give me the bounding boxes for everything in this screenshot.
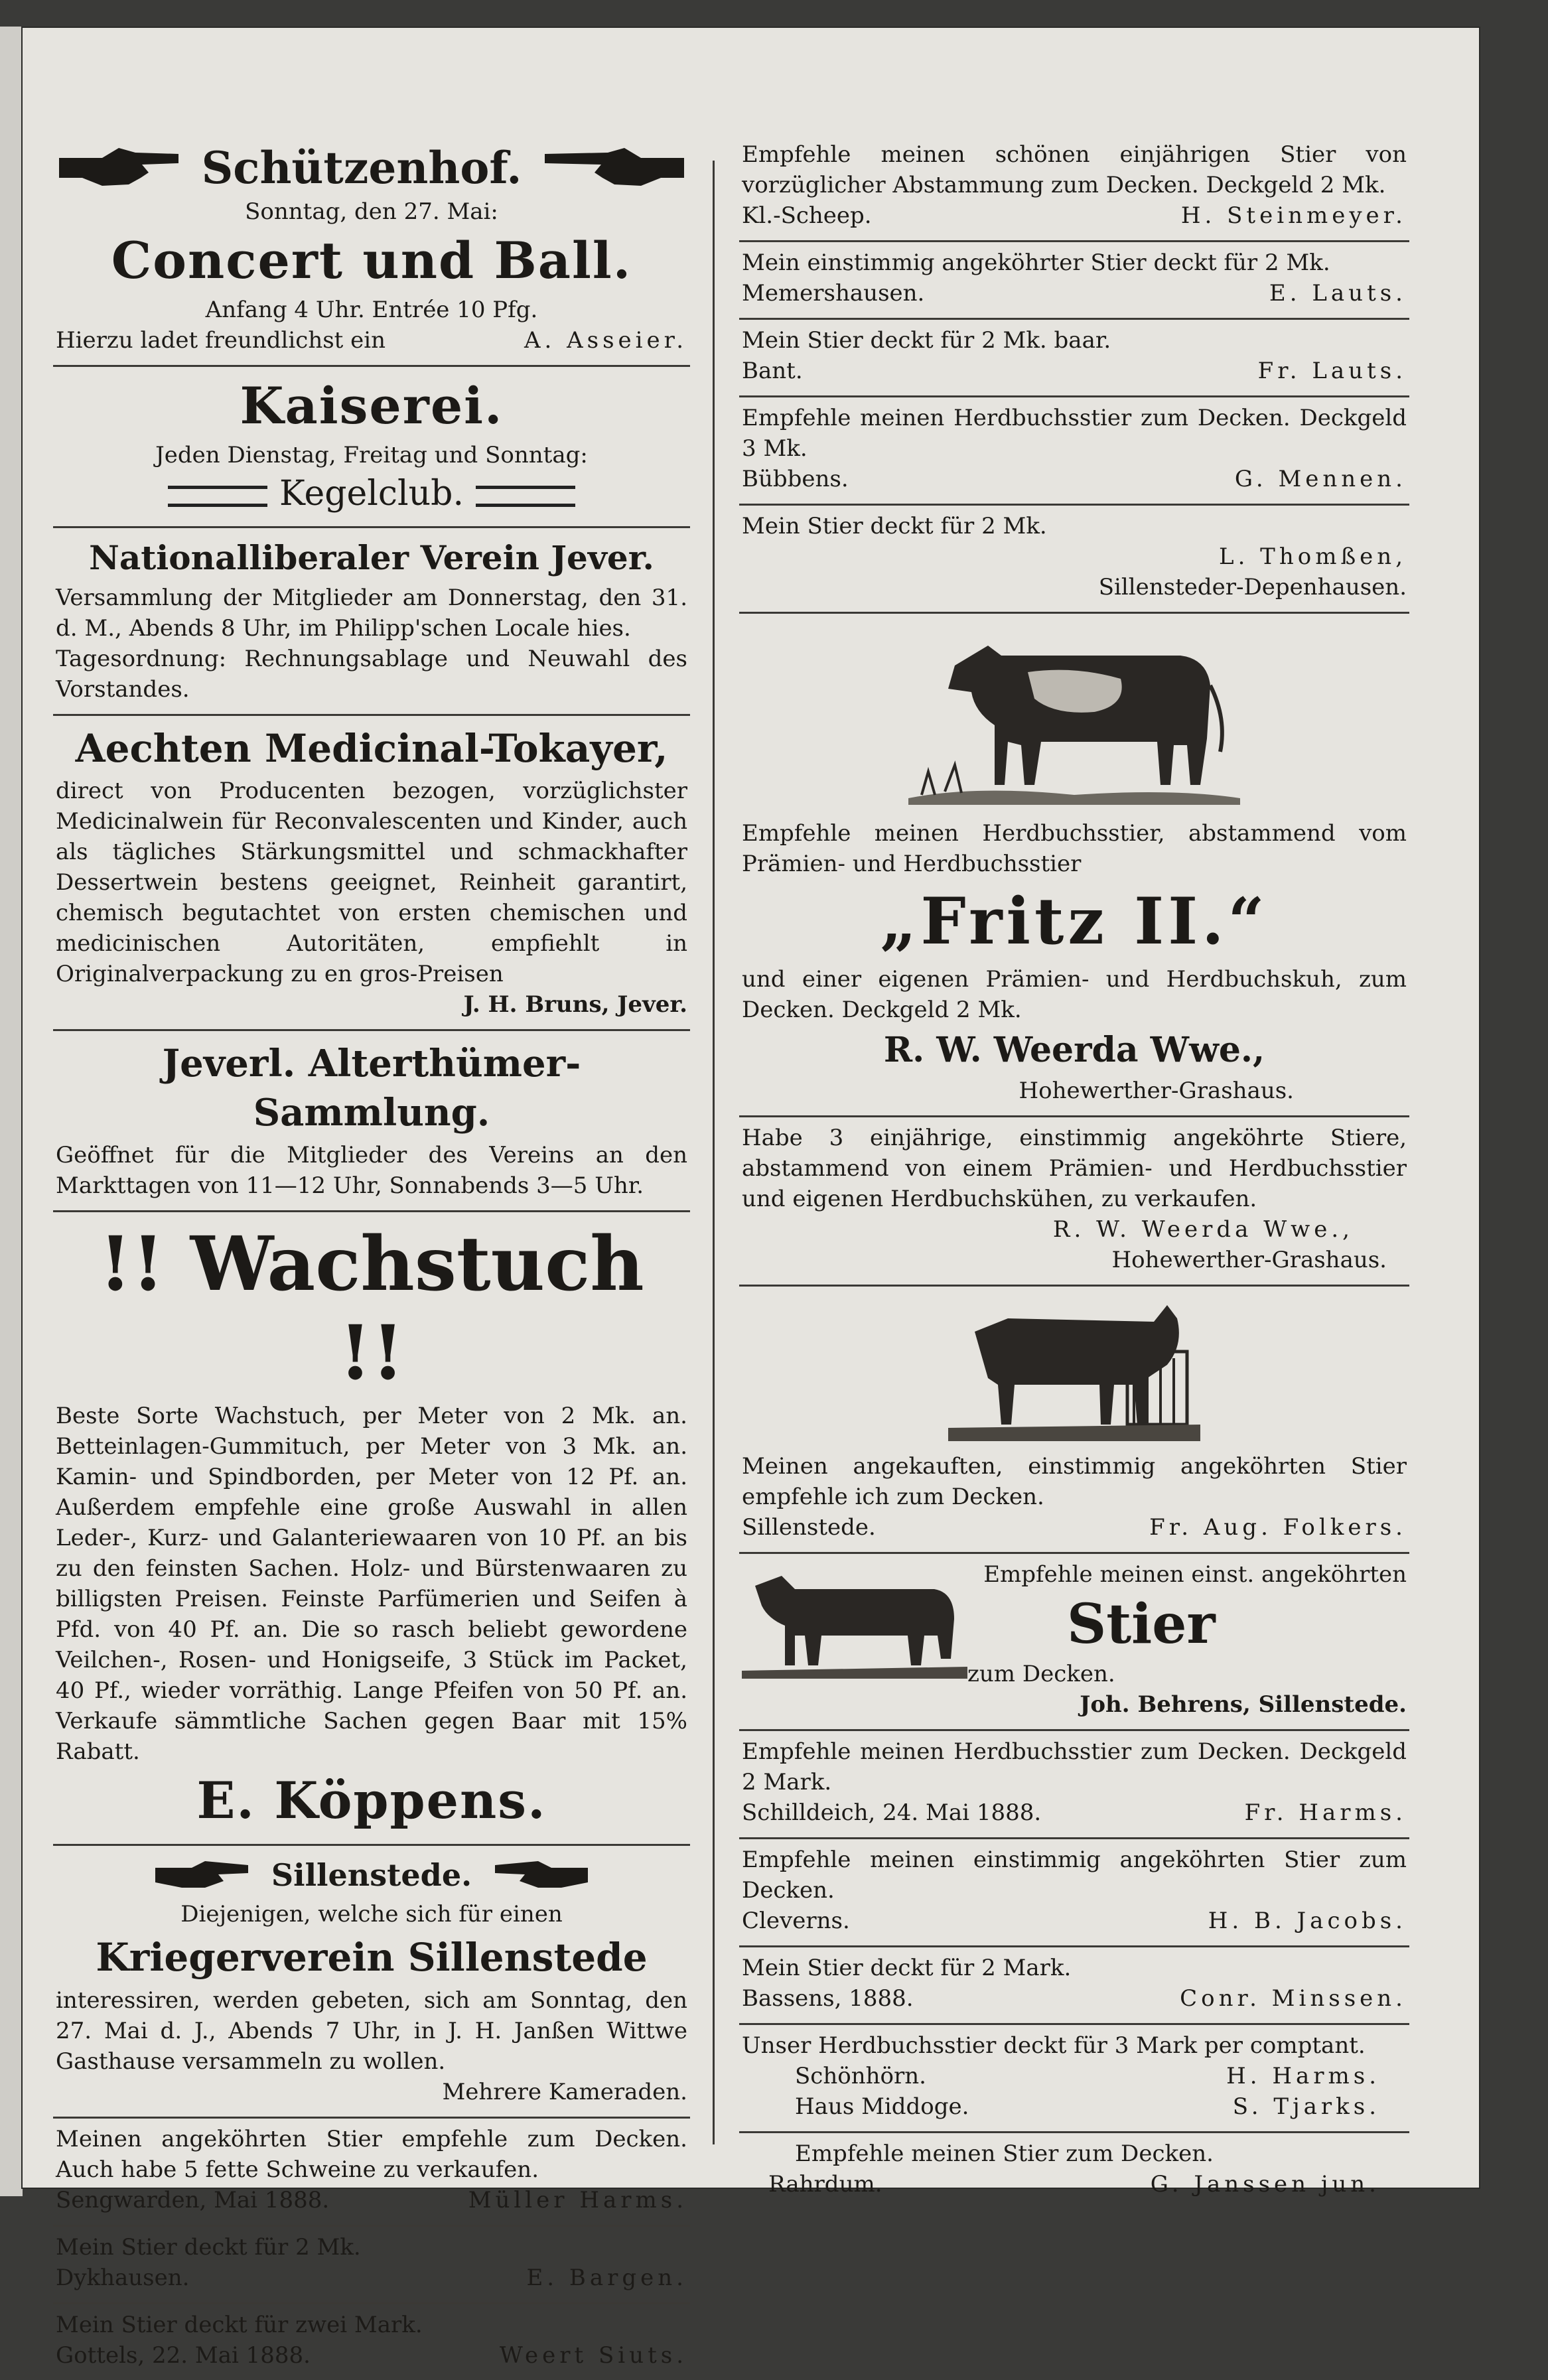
wachstuch-text: Beste Sorte Wachstuch, per Meter von 2 Mk. an. Betteinlagen-Gummituch, per Meter von 3 Mk. an. Kamin- und Spindborden, per Meter von 12 Pf. an. Außerdem empfehle eine große Auswahl in allen Leder-, Kurz- und Galanteriewaaren von 10 Pf. an bis zu den feinsten Sachen. Holz- und Bürstenwaaren zu billigsten Preisen. Feinste Parfümerien und Seifen à Pfd. von 40 Pf. an. Die so rasch beliebt gewordene Veilchen-, Rosen- und Honigseife, 3 Stück im Packet, 40 Pf., wieder vorräthig. Lange Pfeifen von 50 Pf. an. Verkaufe sämmtliche Sachen gegen Baar mit 15% Rabatt. — [56, 1403, 687, 1765]
weerda2-place: Hohewerther-Grashaus. — [1111, 1247, 1387, 1273]
fritz-place: Hohewerther-Grashaus. — [1019, 1078, 1294, 1104]
harmstjarks-signer2: S. Tjarks. — [1232, 2093, 1380, 2120]
sillenstede-title: Kriegerverein Sillenstede — [96, 1935, 648, 1980]
ad-thomssen — [739, 506, 1409, 614]
bargen-place: Dykhausen. — [56, 2265, 190, 2291]
sillenstede-signer: Mehrere Kameraden. — [442, 2079, 687, 2105]
thomssen-signer: L. Thomßen, — [1218, 543, 1407, 570]
jacobs-place: Cleverns. — [742, 1908, 850, 1934]
wachstuch-signer: E. Köppens. — [196, 1771, 547, 1830]
ad-schuetzenhof — [53, 134, 690, 367]
folkers-signer: Fr. Aug. Folkers. — [1149, 1514, 1407, 1541]
jacobs-signer: H. B. Jacobs. — [1208, 1908, 1407, 1934]
nationalliberal-text: Versammlung der Mitglieder am Donnerstag, den 31. d. M., Abends 8 Uhr, im Philipp'schen Locale hies. — [56, 585, 687, 642]
harmstjarks-place2: Haus Middoge. — [795, 2093, 969, 2120]
pointing-hand-left-icon — [541, 145, 687, 191]
minssen-signer: Conr. Minssen. — [1180, 1985, 1407, 2012]
fharms-text: Empfehle meinen Herdbuchsstier zum Decken. Deckgeld 2 Mark. — [742, 1738, 1407, 1795]
fharms-signer: Fr. Harms. — [1244, 1799, 1407, 1826]
ad-tokayer — [53, 716, 690, 1031]
fharms-place: Schilldeich, 24. Mai 1888. — [742, 1799, 1042, 1826]
behrens-stier: Stier — [1067, 1592, 1216, 1656]
bull-illustration-icon — [742, 1559, 967, 1685]
ad-kaiserei — [53, 367, 690, 528]
ad-jacobs — [739, 1839, 1409, 1947]
weerda2-text: Habe 3 einjährige, einstimmig angeköhrte Stiere, abstammend von einem Prämien- und Herdbuchsstier und eigenen Herdbuchskühen, zu verkaufen. — [742, 1125, 1407, 1212]
lauts2-text: Mein Stier deckt für 2 Mk. baar. — [742, 327, 1111, 354]
siuts-signer: Weert Siuts. — [499, 2342, 687, 2369]
janssen-text: Empfehle meinen Stier zum Decken. — [795, 2140, 1214, 2167]
kaiserei-club: Kegelclub. — [279, 474, 464, 514]
bargen-text: Mein Stier deckt für 2 Mk. — [56, 2234, 361, 2261]
tokayer-text: direct von Producenten bezogen, vorzüglichster Medicinalwein für Reconvalescenten und Kinder, auch als tägliches Stärkungsmittel und schmackhafter Dessertwein bestens geeignet, Reinheit garantirt, chemisch begutachtet von ersten chemischen und medicinischen Autoritäten, empfiehlt in Originalverpackung zu en gros-Preisen — [56, 778, 687, 987]
ad-folkers — [739, 1287, 1409, 1554]
schuetzenhof-details: Anfang 4 Uhr. Entrée 10 Pfg. — [205, 297, 538, 323]
adjacent-page-edge — [0, 27, 23, 2196]
ad-nationalliberal — [53, 528, 690, 716]
thomssen-place: Sillensteder-Depenhausen. — [1098, 574, 1407, 600]
harmstjarks-signer1: H. Harms. — [1226, 2063, 1380, 2089]
ad-harmstjarks — [739, 2025, 1409, 2133]
ad-steinmeyer — [739, 134, 1409, 242]
fritz-name: „Fritz II.“ — [880, 884, 1269, 959]
ad-fharms — [739, 1731, 1409, 1839]
ad-sillenstede — [53, 1846, 690, 2119]
schuetzenhof-date: Sonntag, den 27. Mai: — [245, 198, 498, 225]
sillenstede-text: interessiren, werden gebeten, sich am Sonntag, den 27. Mai d. J., Abends 7 Uhr, in J. H. Janßen Wittwe Gasthause versammeln zu wollen. — [56, 1987, 687, 2075]
nationalliberal-agenda: Tagesordnung: Rechnungsablage und Neuwahl des Vorstandes. — [56, 646, 687, 703]
bull-illustration-icon — [908, 619, 1240, 818]
harmstjarks-text: Unser Herdbuchsstier deckt für 3 Mark per comptant. — [742, 2032, 1366, 2059]
mennen-text: Empfehle meinen Herdbuchsstier zum Decken. Deckgeld 3 Mk. — [742, 405, 1407, 462]
steinmeyer-signer: H. Steinmeyer. — [1180, 202, 1407, 229]
kaiserei-title: Kaiserei. — [240, 376, 504, 435]
schuetzenhof-event: Concert und Ball. — [111, 231, 632, 290]
pointing-hand-left-icon — [492, 1858, 591, 1892]
column-divider — [713, 161, 715, 2144]
steinmeyer-text: Empfehle meinen schönen einjährigen Stier von vorzüglicher Abstammung zum Decken. Deckgeld 2 Mk. — [742, 141, 1407, 198]
janssen-signer: G. Janssen jun. — [1150, 2171, 1380, 2198]
lauts2-place: Bant. — [742, 358, 803, 384]
lauts2-signer: Fr. Lauts. — [1257, 358, 1407, 384]
decorative-bars-right — [476, 486, 575, 507]
alterthuemer-text: Geöffnet für die Mitglieder des Vereins an den Markttagen von 11—12 Uhr, Sonnabends 3—5 Uhr. — [56, 1142, 687, 1199]
ad-lauts1 — [739, 242, 1409, 320]
ad-weerda2 — [739, 1117, 1409, 1287]
lauts1-signer: E. Lauts. — [1269, 280, 1407, 307]
tokayer-signer: J. H. Bruns, Jever. — [463, 991, 687, 1018]
harmstjarks-place1: Schönhörn. — [795, 2063, 926, 2089]
lauts1-place: Memershausen. — [742, 280, 925, 307]
schuetzenhof-title: Schützenhof. — [201, 142, 522, 194]
minssen-text: Mein Stier deckt für 2 Mark. — [742, 1955, 1072, 1981]
thomssen-text: Mein Stier deckt für 2 Mk. — [742, 513, 1047, 539]
harms-place: Sengwarden, Mai 1888. — [56, 2187, 330, 2213]
ad-minssen — [739, 1947, 1409, 2025]
ad-wachstuch — [53, 1212, 690, 1846]
newspaper-page — [23, 28, 1479, 2369]
ad-fritz — [739, 614, 1409, 1117]
ad-alterthuemer — [53, 1031, 690, 1212]
weerda2-signer: R. W. Weerda Wwe., — [1052, 1216, 1354, 1243]
folkers-text: Meinen angekauften, einstimmig angeköhrten Stier empfehle ich zum Decken. — [742, 1453, 1407, 1510]
fritz-text2: und einer eigenen Prämien- und Herdbuchskuh, zum Decken. Deckgeld 2 Mk. — [742, 966, 1407, 1023]
left-column — [53, 134, 690, 2380]
steinmeyer-place: Kl.-Scheep. — [742, 202, 872, 229]
ad-lauts2 — [739, 320, 1409, 397]
jacobs-text: Empfehle meinen einstimmig angeköhrten Stier zum Decken. — [742, 1847, 1407, 1904]
alterthuemer-title: Jeverl. Alterthümer-Sammlung. — [162, 1042, 581, 1135]
sillenstede-intro: Diejenigen, welche sich für einen — [180, 1901, 563, 1927]
nationalliberal-title: Nationalliberaler Verein Jever. — [89, 538, 654, 577]
harms-text: Meinen angeköhrten Stier empfehle zum Decken. Auch habe 5 fette Schweine zu verkaufen. — [56, 2126, 687, 2183]
fritz-text1: Empfehle meinen Herdbuchsstier, abstammend vom Prämien- und Herdbuchsstier — [742, 820, 1407, 877]
lauts1-text: Mein einstimmig angeköhrter Stier deckt für 2 Mk. — [742, 249, 1330, 276]
siuts-place: Gottels, 22. Mai 1888. — [56, 2342, 311, 2369]
schuetzenhof-invite: Hierzu ladet freundlichst ein — [56, 327, 386, 354]
bargen-signer: E. Bargen. — [526, 2265, 687, 2291]
behrens-text2: zum Decken. — [967, 1661, 1115, 1687]
pointing-hand-right-icon — [152, 1858, 251, 1892]
wachstuch-title: !! Wachstuch !! — [99, 1221, 644, 1397]
ad-bargen — [53, 2227, 690, 2304]
bull-illustration-icon — [948, 1292, 1200, 1451]
ad-harms — [53, 2119, 690, 2227]
right-column — [739, 134, 1409, 2209]
fritz-signer: R. W. Weerda Wwe., — [883, 1030, 1265, 1070]
schuetzenhof-signer: A. Asseier. — [524, 327, 687, 354]
pointing-hand-right-icon — [56, 145, 182, 191]
kaiserei-days: Jeden Dienstag, Freitag und Sonntag: — [155, 442, 588, 468]
behrens-signer: Joh. Behrens, Sillenstede. — [1080, 1691, 1407, 1718]
sillenstede-place: Sillenstede. — [271, 1857, 472, 1893]
minssen-place: Bassens, 1888. — [742, 1985, 914, 2012]
decorative-bars-left — [168, 486, 267, 507]
janssen-place: Rahrdum. — [768, 2171, 882, 2198]
behrens-text1: Empfehle meinen einst. angeköhrten — [983, 1561, 1407, 1588]
ad-mennen — [739, 397, 1409, 506]
folkers-place: Sillenstede. — [742, 1514, 876, 1541]
harms-signer: Müller Harms. — [468, 2187, 687, 2213]
ad-janssen — [739, 2133, 1409, 2209]
mennen-place: Bübbens. — [742, 466, 849, 492]
ad-siuts — [53, 2304, 690, 2380]
mennen-signer: G. Mennen. — [1234, 466, 1407, 492]
ad-behrens — [739, 1554, 1409, 1731]
siuts-text: Mein Stier deckt für zwei Mark. — [56, 2312, 423, 2338]
tokayer-title: Aechten Medicinal-Tokayer, — [75, 726, 668, 771]
